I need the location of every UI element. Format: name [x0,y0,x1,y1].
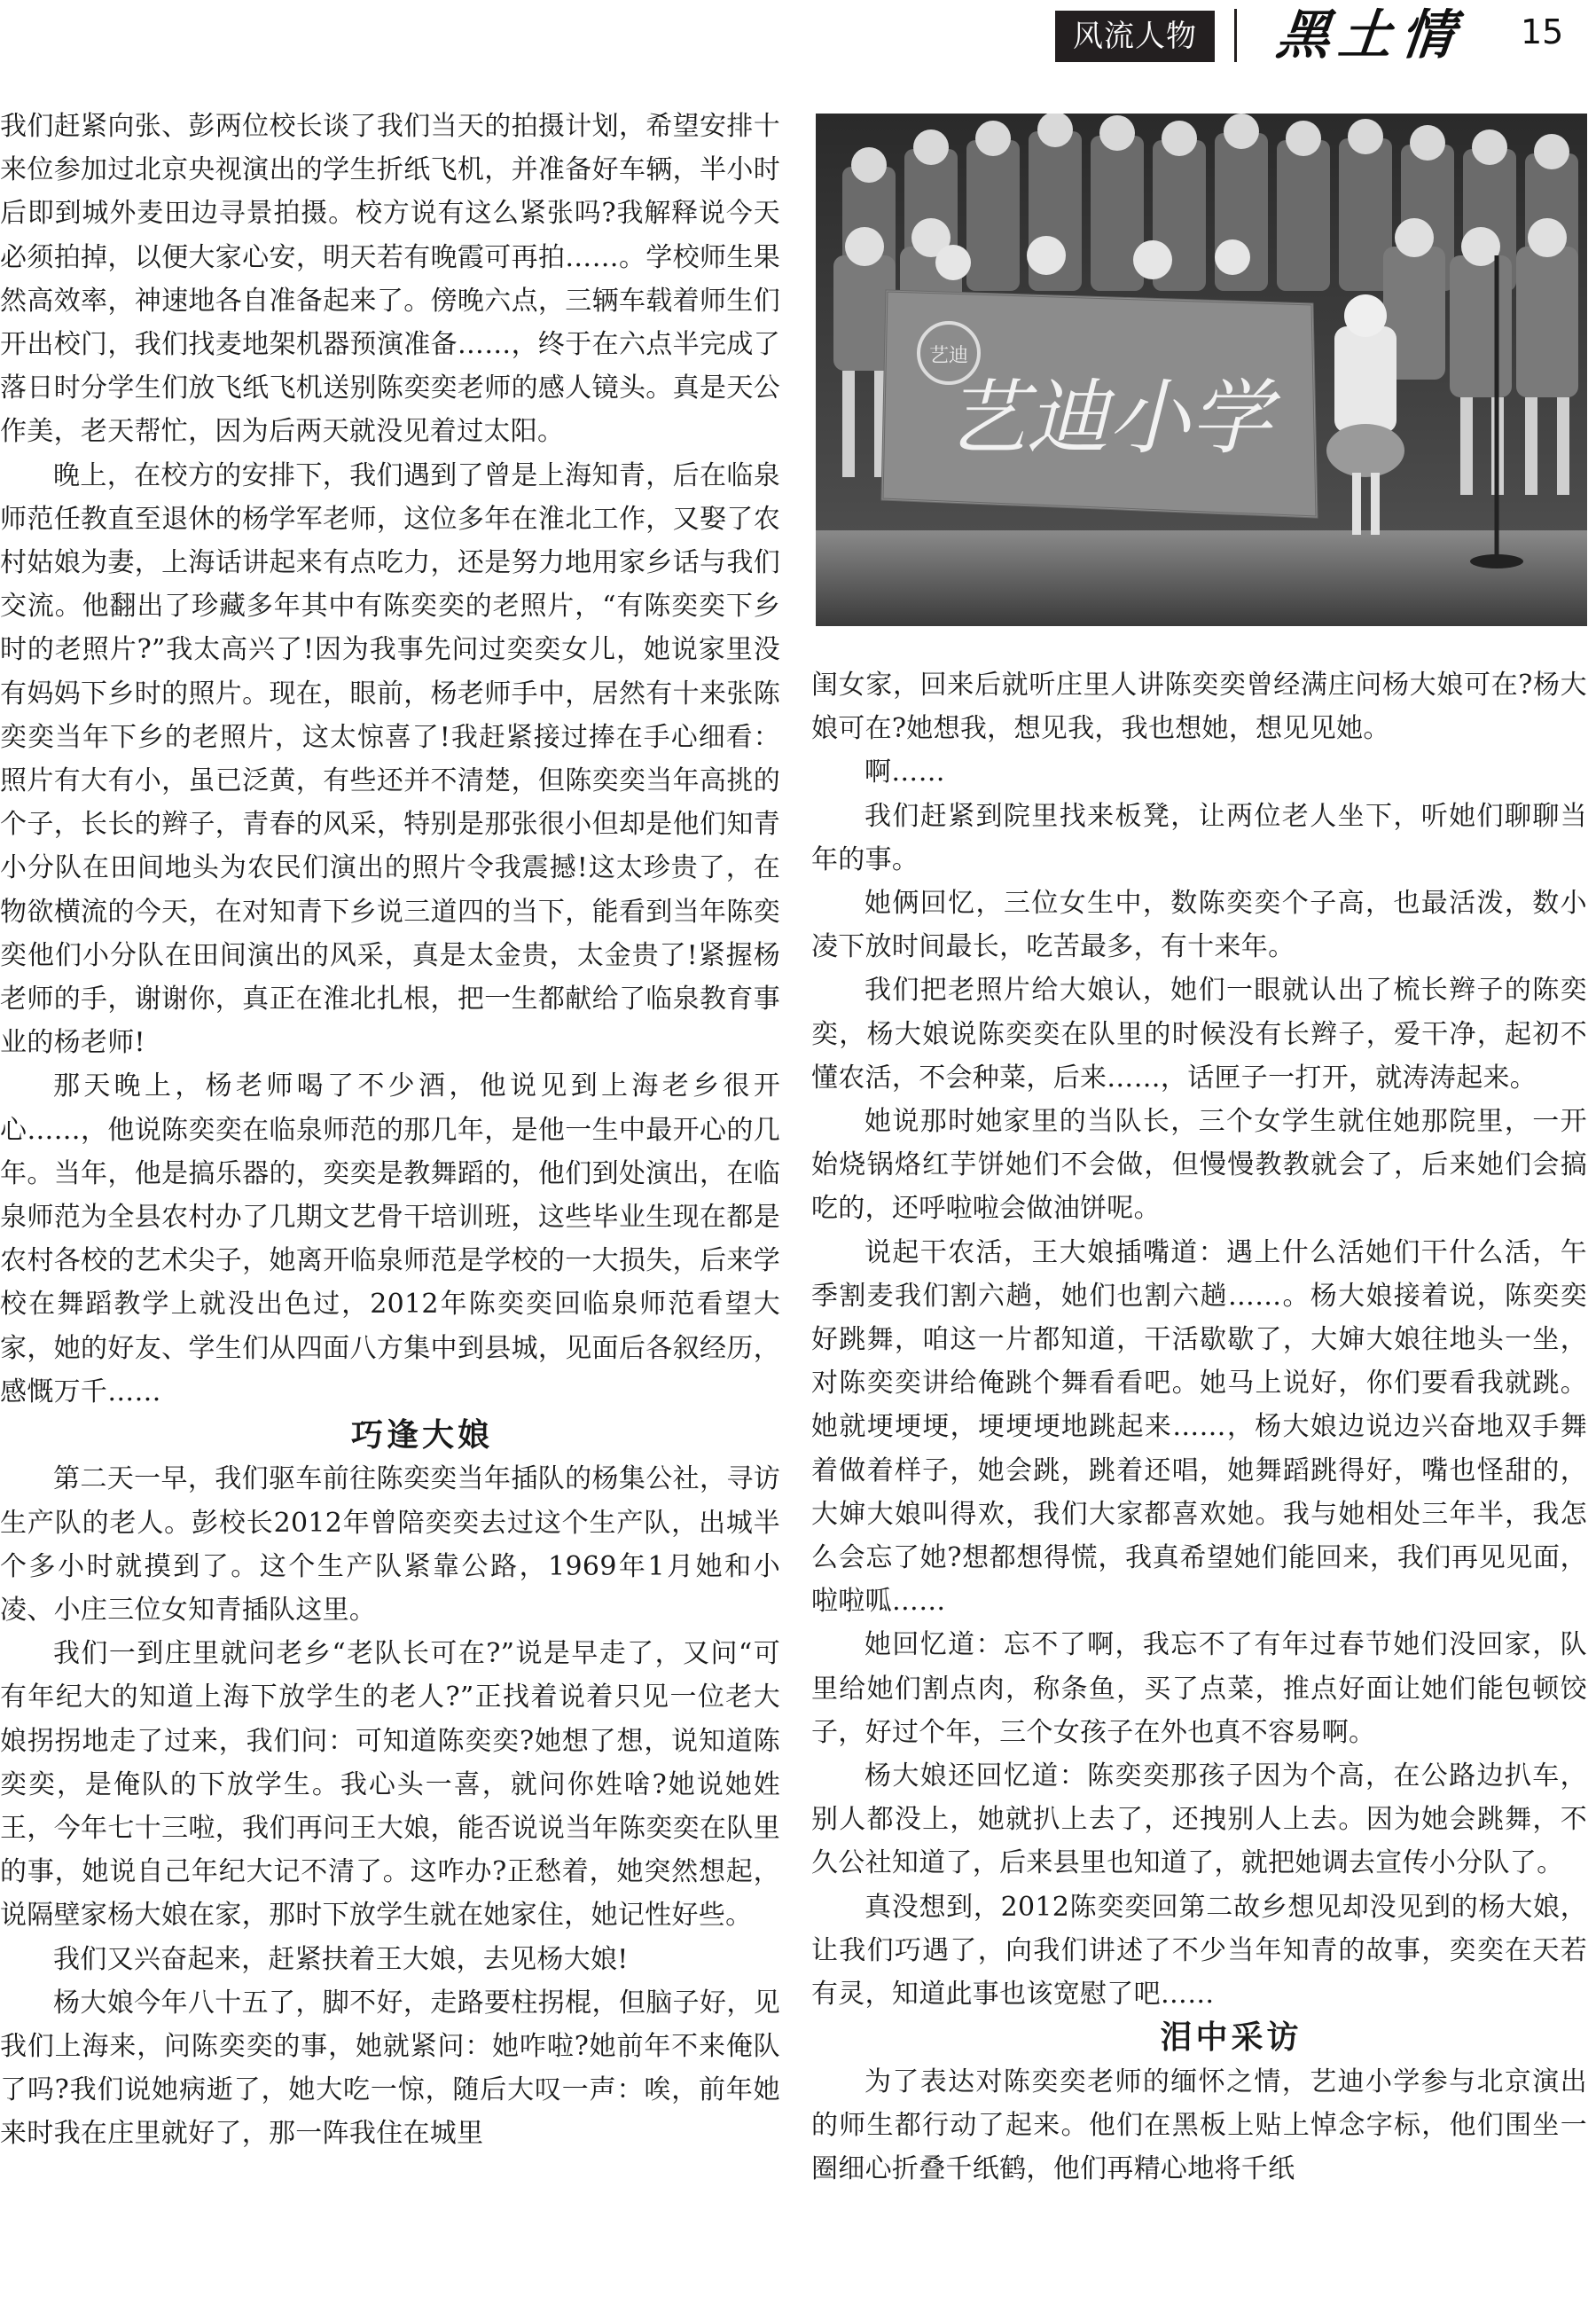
section-label: 风流人物 [1055,11,1215,62]
paragraph: 为了表达对陈奕奕老师的缅怀之情，艺迪小学参与北京演出的师生都行动了起来。他们在黑板上贴上悼念字标，他们围坐一圈细心折叠千纸鹤，他们再精心地将千纸 [811,2066,1587,2184]
class-photo [816,114,1587,626]
emblem-text: 艺迪 [928,345,969,367]
paragraph: 杨大娘还回忆道：陈奕奕那孩子因为个高，在公路边扒车，别人都没上，她就扒上去了，还拽别人上去。因为她会跳舞，不久公社知道了，后来县里也知道了，就把她调去宣传小分队了。 [811,1760,1587,1879]
paragraph: 杨大娘今年八十五了，脚不好，走路要柱拐棍，但脑子好，见我们上海来，问陈奕奕的事，她就紧问：她咋啦?她前年不来俺队了吗?我们说她病逝了，她大吃一惊，随后大叹一声：唉，前年她来时我在庄里就好了，那一阵我住在城里 [0,1987,780,2150]
right-column [811,663,1587,2191]
banner-text: 艺迪小学 [944,371,1272,466]
paragraph: 我们赶紧到院里找来板凳，让两位老人坐下，听她们聊聊当年的事。 [811,800,1587,875]
paragraph: 啊…… [864,757,945,788]
magazine-title: 黑土情 [1273,4,1467,67]
paragraph: 她回忆道：忘不了啊，我忘不了有年过春节她们没回家，队里给她们割点肉，称条鱼，买了点菜，推点好面让她们能包顿饺子，好过个年，三个女孩子在外也真不容易啊。 [811,1629,1587,1748]
section-heading: 巧逢大娘 [350,1417,493,1454]
section-heading: 泪中采访 [1160,2019,1303,2057]
page-header [0,0,1596,71]
paragraph: 晚上，在校方的安排下，我们遇到了曾是上海知青，后在临泉师范任教直至退休的杨学军老师，这位多年在淮北工作，又娶了农村姑娘为妻，上海话讲起来有点吃力，还是努力地用家乡话与我们交流。他翻出了珍藏多年其中有陈奕奕的老照片，“有陈奕奕下乡时的老照片?”我太高兴了!因为我事先问过奕奕女儿，她说家里没有妈妈下乡时的照片。现在，眼前，杨老师手中，居然有十来张陈奕奕当年下乡的老照片，这太惊喜了!我赶紧接过捧在手心细看：照片有大有小，虽已泛黄，有些还并不清楚，但陈奕奕当年高挑的个子，长长的辫子，青春的风采，特别是那张很小但却是他们知青小分队在田间地头为农民们演出的照片令我震撼!这太珍贵了，在物欲横流的今天，在对知青下乡说三道四的当下，能看到当年陈奕奕他们小分队在田间演出的风采，真是太金贵，太金贵了!紧握杨老师的手，谢谢你，真正在淮北扎根，把一生都献给了临泉教育事业的杨老师! [0,459,780,1059]
paragraph: 那天晚上，杨老师喝了不少酒，他说见到上海老乡很开心……，他说陈奕奕在临泉师范的那几年，是他一生中最开心的几年。当年，他是搞乐器的，奕奕是教舞蹈的，他们到处演出，在临泉师范为全县农村办了几期文艺骨干培训班，这些毕业生现在都是农村各校的艺术尖子，她离开临泉师范是学校的一大损失，后来学校在舞蹈教学上就没出色过，2012年陈奕奕回临泉师范看望大家，她的好友、学生们从四面八方集中到县城，见面后各叙经历，感慨万千…… [0,1070,780,1407]
paragraph: 我们一到庄里就问老乡“老队长可在?”说是早走了，又问“可有年纪大的知道上海下放学生的老人?”正找着说着只见一位老大娘拐拐地走了过来，我们问：可知道陈奕奕?她想了想，说知道陈奕奕，是俺队的下放学生。我心头一喜，就问你姓啥?她说她姓王，今年七十三啦，我们再问王大娘，能否说说当年陈奕奕在队里的事，她说自己年纪大记不清了。这咋办?正愁着，她突然想起，说隔壁家杨大娘在家，那时下放学生就在她家住，她记性好些。 [0,1638,780,1932]
paragraph: 我们又兴奋起来，赶紧扶着王大娘，去见杨大娘! [53,1943,629,1975]
paragraph: 闺女家，回来后就听庄里人讲陈奕奕曾经满庄问杨大娘可在?杨大娘可在?她想我，想见我，我也想她，想见见她。 [811,670,1587,745]
paragraph: 她俩回忆，三位女生中，数陈奕奕个子高，也最活泼，数小凌下放时间最长，吃苦最多，有十来年。 [811,888,1587,963]
paragraph: 第二天一早，我们驱车前往陈奕奕当年插队的杨集公社，寻访生产队的老人。彭校长2012年曾陪奕奕去过这个生产队，出城半个多小时就摸到了。这个生产队紧靠公路，1969年1月她和小凌、小庄三位女知青插队这里。 [0,1463,780,1626]
left-column [0,105,780,2156]
paragraph: 真没想到，2012陈奕奕回第二故乡想见却没见到的杨大娘，让我们巧遇了，向我们讲述了不少当年知青的故事，奕奕在天若有灵，知道此事也该宽慰了吧…… [811,1891,1587,2011]
paragraph: 我们把老照片给大娘认，她们一眼就认出了梳长辫子的陈奕奕，杨大娘说陈奕奕在队里的时候没有长辫子，爱干净，起初不懂农活，不会种菜，后来……，话匣子一打开，就涛涛起来。 [811,975,1587,1094]
paragraph: 她说那时她家里的当队长，三个女学生就住她那院里，一开始烧锅烙红芋饼她们不会做，但慢慢教教就会了，后来她们会搞吃的，还呼啦啦会做油饼呢。 [811,1106,1587,1225]
page-number: 15 [1521,12,1564,51]
paragraph: 我们赶紧向张、彭两位校长谈了我们当天的拍摄计划，希望安排十来位参加过北京央视演出的学生折纸飞机，并准备好车辆，半小时后即到城外麦田边寻景拍摄。校方说有这么紧张吗?我解释说今天必须拍掉，以便大家心安，明天若有晚霞可再拍……。学校师生果然高效率，神速地各自准备起来了。傍晚六点，三辆车载着师生们开出校门，我们找麦地架机器预演准备……，终于在六点半完成了落日时分学生们放飞纸飞机送别陈奕奕老师的感人镜头。真是天公作美，老天帮忙，因为后两天就没见着过太阳。 [0,111,780,448]
header-divider [1234,9,1237,62]
paragraph: 说起干农活，王大娘插嘴道：遇上什么活她们干什么活，午季割麦我们割六趟，她们也割六趟……。杨大娘接着说，陈奕奕好跳舞，咱这一片都知道，干活歇歇了，大婶大娘往地头一坐，对陈奕奕讲给俺跳个舞看看吧。她马上说好，你们要看我就跳。她就埂埂埂，埂埂埂地跳起来……，杨大娘边说边兴奋地双手舞着做着样子，她会跳，跳着还唱，她舞蹈跳得好，嘴也怪甜的，大婶大娘叫得欢，我们大家都喜欢她。我与她相处三年半，我怎么会忘了她?想都想得慌，我真希望她们能回来，我们再见见面，啦啦呱…… [811,1236,1587,1618]
